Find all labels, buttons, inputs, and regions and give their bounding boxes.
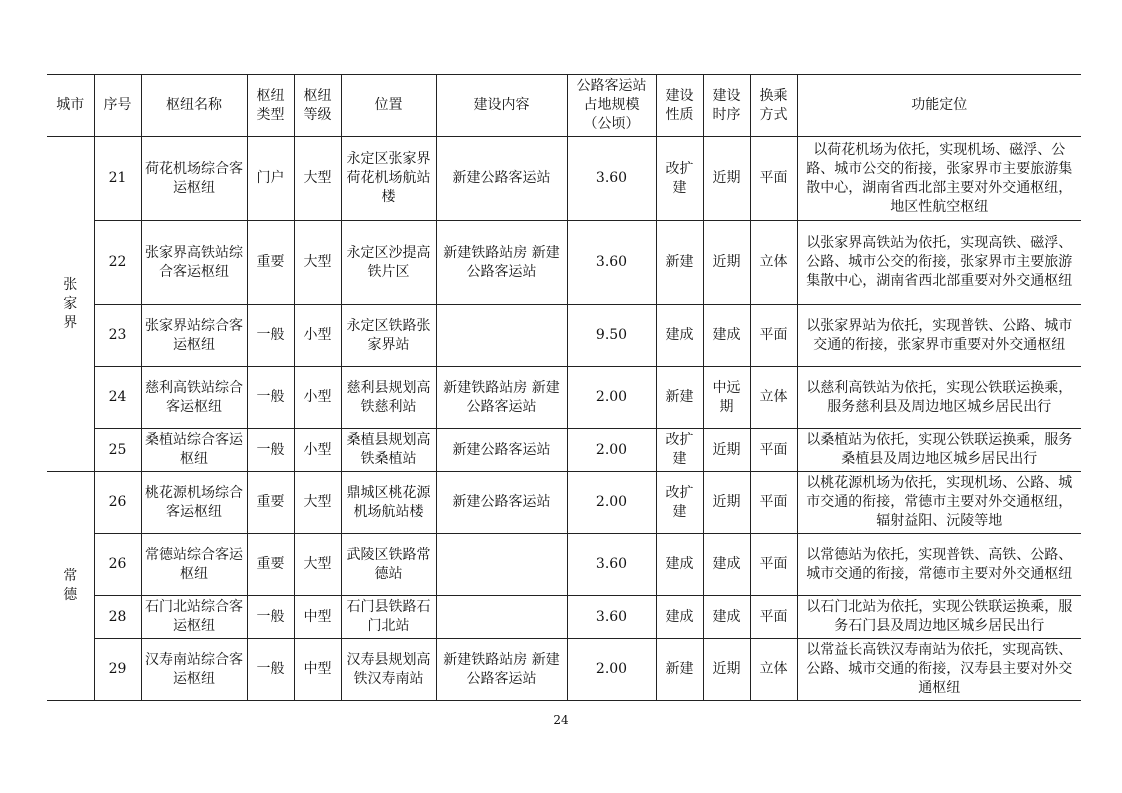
cell-function: 以张家界高铁站为依托，实现高铁、磁浮、公路、城市公交的衔接，张家界市主要旅游集散中心，湖南省西北部重要对外交通枢纽 bbox=[797, 221, 1081, 305]
cell-seq: 23 bbox=[94, 305, 141, 367]
cell-location: 慈利县规划高铁慈利站 bbox=[341, 367, 436, 429]
cell-area: 2.00 bbox=[567, 367, 656, 429]
header-area: 公路客运站占地规模（公顷） bbox=[567, 75, 656, 137]
cell-area: 2.00 bbox=[567, 639, 656, 701]
cell-name: 慈利高铁站综合客运枢纽 bbox=[141, 367, 247, 429]
cell-transfer: 立体 bbox=[750, 367, 797, 429]
table-row bbox=[47, 221, 1081, 305]
cell-grade: 小型 bbox=[294, 429, 341, 472]
page-number: 24 bbox=[553, 713, 569, 727]
header-content: 建设内容 bbox=[436, 75, 567, 137]
cell-content bbox=[436, 305, 567, 367]
cell-nature: 新建 bbox=[656, 221, 703, 305]
cell-seq: 25 bbox=[94, 429, 141, 472]
cell-name: 常德站综合客运枢纽 bbox=[141, 534, 247, 596]
cell-content bbox=[436, 596, 567, 639]
city-label: 张家界 bbox=[63, 276, 78, 331]
cell-nature: 新建 bbox=[656, 639, 703, 701]
table-row bbox=[47, 429, 1081, 472]
cell-location: 永定区沙提高铁片区 bbox=[341, 221, 436, 305]
cell-area: 3.60 bbox=[567, 534, 656, 596]
cell-type: 一般 bbox=[247, 429, 294, 472]
cell-type: 门户 bbox=[247, 137, 294, 221]
header-grade: 枢纽等级 bbox=[294, 75, 341, 137]
cell-location: 汉寿县规划高铁汉寿南站 bbox=[341, 639, 436, 701]
cell-type: 重要 bbox=[247, 472, 294, 534]
table-row bbox=[47, 367, 1081, 429]
header-timing: 建设时序 bbox=[703, 75, 750, 137]
cell-type: 重要 bbox=[247, 534, 294, 596]
cell-content: 新建铁路站房 新建公路客运站 bbox=[436, 639, 567, 701]
table-row bbox=[47, 472, 1081, 534]
cell-content: 新建公路客运站 bbox=[436, 429, 567, 472]
cell-content bbox=[436, 534, 567, 596]
cell-name: 张家界高铁站综合客运枢纽 bbox=[141, 221, 247, 305]
cell-location: 武陵区铁路常德站 bbox=[341, 534, 436, 596]
header-city: 城市 bbox=[47, 75, 94, 137]
cell-function: 以张家界站为依托，实现普铁、公路、城市交通的衔接，张家界市重要对外交通枢纽 bbox=[797, 305, 1081, 367]
cell-nature: 建成 bbox=[656, 305, 703, 367]
cell-timing: 中远期 bbox=[703, 367, 750, 429]
cell-area: 3.60 bbox=[567, 596, 656, 639]
cell-type: 一般 bbox=[247, 305, 294, 367]
cell-timing: 近期 bbox=[703, 639, 750, 701]
header-seq: 序号 bbox=[94, 75, 141, 137]
header-nature: 建设性质 bbox=[656, 75, 703, 137]
cell-seq: 28 bbox=[94, 596, 141, 639]
cell-function: 以石门北站为依托，实现公铁联运换乘，服务石门县及周边地区城乡居民出行 bbox=[797, 596, 1081, 639]
header-location: 位置 bbox=[341, 75, 436, 137]
cell-name: 张家界站综合客运枢纽 bbox=[141, 305, 247, 367]
header-function: 功能定位 bbox=[797, 75, 1081, 137]
cell-area: 3.60 bbox=[567, 137, 656, 221]
cell-location: 永定区张家界荷花机场航站楼 bbox=[341, 137, 436, 221]
cell-grade: 中型 bbox=[294, 639, 341, 701]
cell-timing: 建成 bbox=[703, 534, 750, 596]
cell-seq: 26 bbox=[94, 472, 141, 534]
cell-seq: 26 bbox=[94, 534, 141, 596]
cell-location: 桑植县规划高铁桑植站 bbox=[341, 429, 436, 472]
cell-grade: 小型 bbox=[294, 305, 341, 367]
city-cell bbox=[47, 472, 94, 701]
cell-transfer: 平面 bbox=[750, 534, 797, 596]
cell-function: 以常德站为依托，实现普铁、高铁、公路、城市交通的衔接，常德市主要对外交通枢纽 bbox=[797, 534, 1081, 596]
cell-transfer: 平面 bbox=[750, 137, 797, 221]
cell-timing: 近期 bbox=[703, 137, 750, 221]
header-type: 枢纽类型 bbox=[247, 75, 294, 137]
cell-nature: 改扩建 bbox=[656, 472, 703, 534]
header-name: 枢纽名称 bbox=[141, 75, 247, 137]
cell-type: 一般 bbox=[247, 596, 294, 639]
cell-function: 以常益长高铁汉寿南站为依托，实现高铁、公路、城市交通的衔接，汉寿县主要对外交通枢纽 bbox=[797, 639, 1081, 701]
cell-grade: 小型 bbox=[294, 367, 341, 429]
table-row bbox=[47, 639, 1081, 701]
cell-name: 石门北站综合客运枢纽 bbox=[141, 596, 247, 639]
cell-function: 以桑植站为依托，实现公铁联运换乘，服务桑植县及周边地区城乡居民出行 bbox=[797, 429, 1081, 472]
cell-timing: 近期 bbox=[703, 429, 750, 472]
cell-function: 以荷花机场为依托，实现机场、磁浮、公路、城市公交的衔接，张家界市主要旅游集散中心，湖南省西北部主要对外交通枢纽，地区性航空枢纽 bbox=[797, 137, 1081, 221]
cell-seq: 29 bbox=[94, 639, 141, 701]
cell-timing: 近期 bbox=[703, 221, 750, 305]
cell-transfer: 平面 bbox=[750, 472, 797, 534]
cell-nature: 建成 bbox=[656, 534, 703, 596]
cell-transfer: 立体 bbox=[750, 221, 797, 305]
header-row bbox=[47, 75, 1081, 137]
cell-content: 新建公路客运站 bbox=[436, 137, 567, 221]
cell-area: 3.60 bbox=[567, 221, 656, 305]
cell-grade: 大型 bbox=[294, 534, 341, 596]
cell-transfer: 立体 bbox=[750, 639, 797, 701]
cell-area: 2.00 bbox=[567, 472, 656, 534]
cell-type: 一般 bbox=[247, 367, 294, 429]
cell-area: 9.50 bbox=[567, 305, 656, 367]
cell-location: 石门县铁路石门北站 bbox=[341, 596, 436, 639]
header-transfer: 换乘方式 bbox=[750, 75, 797, 137]
cell-seq: 22 bbox=[94, 221, 141, 305]
cell-grade: 大型 bbox=[294, 221, 341, 305]
cell-function: 以桃花源机场为依托，实现机场、公路、城市交通的衔接，常德市主要对外交通枢纽，辐射益阳、沅陵等地 bbox=[797, 472, 1081, 534]
cell-content: 新建铁路站房 新建公路客运站 bbox=[436, 367, 567, 429]
city-label: 常德 bbox=[63, 568, 78, 603]
table-body bbox=[47, 137, 1081, 701]
cell-timing: 建成 bbox=[703, 596, 750, 639]
cell-location: 永定区铁路张家界站 bbox=[341, 305, 436, 367]
cell-grade: 大型 bbox=[294, 137, 341, 221]
cell-location: 鼎城区桃花源机场航站楼 bbox=[341, 472, 436, 534]
cell-timing: 建成 bbox=[703, 305, 750, 367]
cell-grade: 中型 bbox=[294, 596, 341, 639]
cell-type: 一般 bbox=[247, 639, 294, 701]
cell-name: 桃花源机场综合客运枢纽 bbox=[141, 472, 247, 534]
cell-content: 新建公路客运站 bbox=[436, 472, 567, 534]
cell-content: 新建铁路站房 新建公路客运站 bbox=[436, 221, 567, 305]
cell-nature: 建成 bbox=[656, 596, 703, 639]
cell-transfer: 平面 bbox=[750, 429, 797, 472]
cell-transfer: 平面 bbox=[750, 305, 797, 367]
city-cell bbox=[47, 137, 94, 472]
cell-transfer: 平面 bbox=[750, 596, 797, 639]
cell-nature: 新建 bbox=[656, 367, 703, 429]
cell-nature: 改扩建 bbox=[656, 429, 703, 472]
cell-name: 荷花机场综合客运枢纽 bbox=[141, 137, 247, 221]
cell-name: 汉寿南站综合客运枢纽 bbox=[141, 639, 247, 701]
table-row bbox=[47, 137, 1081, 221]
table-row bbox=[47, 305, 1081, 367]
cell-area: 2.00 bbox=[567, 429, 656, 472]
cell-seq: 24 bbox=[94, 367, 141, 429]
table-row bbox=[47, 596, 1081, 639]
cell-name: 桑植站综合客运枢纽 bbox=[141, 429, 247, 472]
cell-seq: 21 bbox=[94, 137, 141, 221]
cell-function: 以慈利高铁站为依托，实现公铁联运换乘，服务慈利县及周边地区城乡居民出行 bbox=[797, 367, 1081, 429]
cell-timing: 近期 bbox=[703, 472, 750, 534]
hub-table bbox=[47, 74, 1081, 701]
cell-nature: 改扩建 bbox=[656, 137, 703, 221]
cell-grade: 大型 bbox=[294, 472, 341, 534]
cell-type: 重要 bbox=[247, 221, 294, 305]
table-row bbox=[47, 534, 1081, 596]
